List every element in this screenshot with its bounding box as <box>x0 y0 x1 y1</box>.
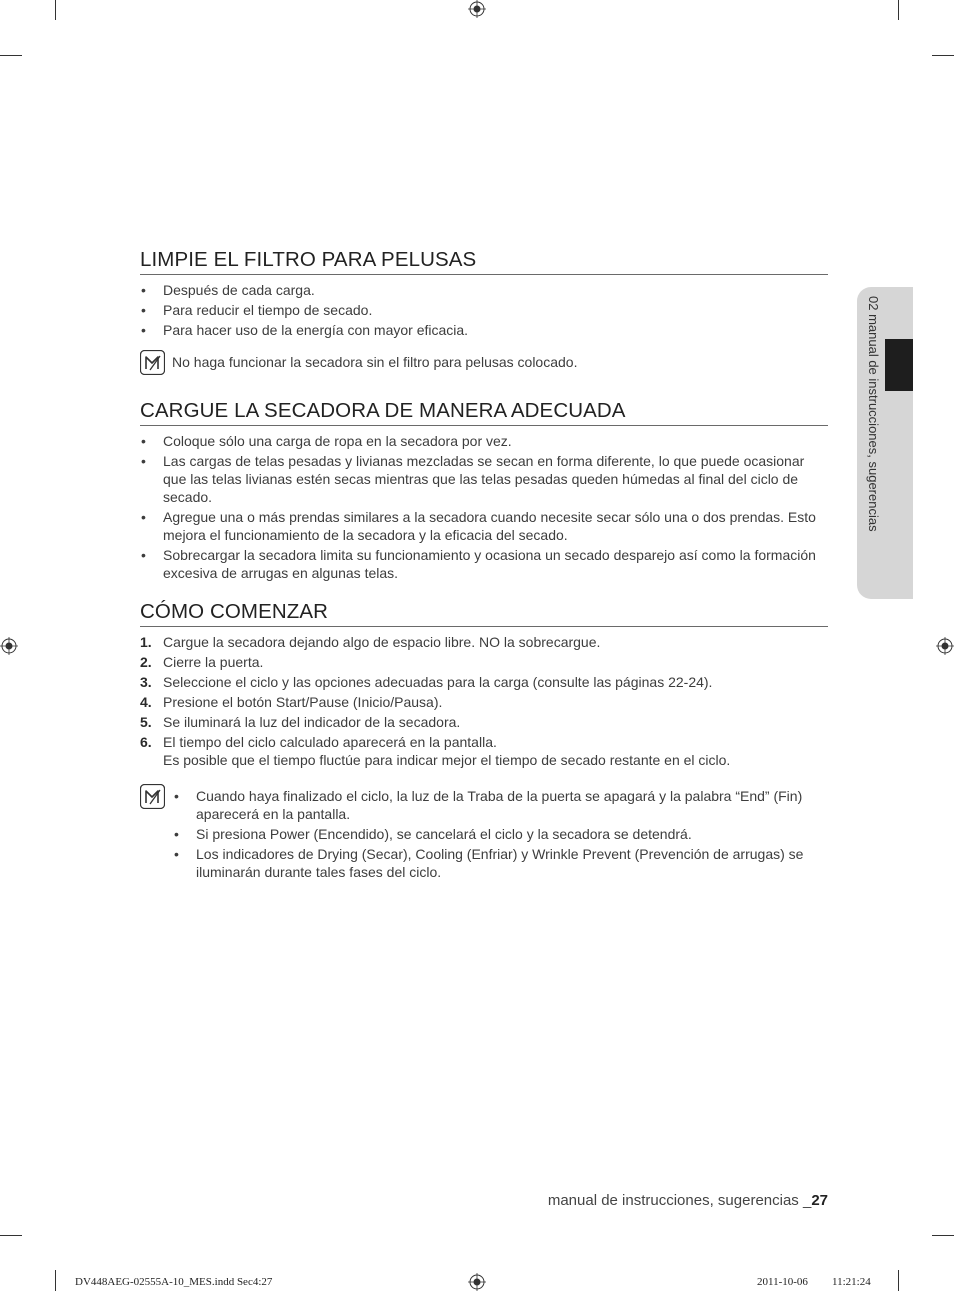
chapter-tab-label: 02 manual de instrucciones, sugerencias <box>866 296 881 532</box>
step-text: Presione el botón Start/Pause (Inicio/Pausa). <box>163 694 443 710</box>
crop-mark <box>898 1270 899 1291</box>
step-item <box>140 673 828 691</box>
list-item: • Coloque sólo una carga de ropa en la secadora por vez. <box>140 432 828 450</box>
list-item: • Después de cada carga. <box>140 281 828 299</box>
page-footer <box>548 1192 828 1209</box>
section-title: LIMPIE EL FILTRO PARA PELUSAS <box>140 248 828 275</box>
list-item: • Si presiona Power (Encendido), se cancelará el ciclo y la secadora se detendrá. <box>173 825 813 843</box>
steps-list <box>140 633 828 769</box>
step-number: 3. <box>140 674 152 690</box>
section-title: CARGUE LA SECADORA DE MANERA ADECUADA <box>140 399 828 426</box>
registration-mark-icon <box>468 0 486 18</box>
slug-time: 11:21:24 <box>832 1276 871 1288</box>
bullet-list <box>140 281 828 339</box>
registration-mark-icon <box>936 637 954 655</box>
page-content <box>140 248 828 907</box>
section-clean-filter <box>140 248 828 375</box>
step-text: Seleccione el ciclo y las opciones adecuadas para la carga (consulte las páginas 22-24). <box>163 674 713 690</box>
note-pencil-icon <box>140 350 165 375</box>
note-box <box>140 787 828 883</box>
crop-mark <box>0 1235 22 1236</box>
step-number: 5. <box>140 714 152 730</box>
step-item <box>140 653 828 671</box>
step-text: Se iluminará la luz del indicador de la secadora. <box>163 714 461 730</box>
list-item: • Cuando haya finalizado el ciclo, la luz de la Traba de la puerta se apagará y la palabra “End” (Fin) aparecerá en la pantalla. <box>173 787 813 823</box>
list-item: • Sobrecargar la secadora limita su funcionamiento y ocasiona un secado desparejo así como la formación excesiva de arrugas en algunas telas. <box>140 546 828 582</box>
footer-text: manual de instrucciones, sugerencias _ <box>547 1192 812 1209</box>
list-item: • Los indicadores de Drying (Secar), Cooling (Enfriar) y Wrinkle Prevent (Prevención de arrugas) se iluminarán durante tales fases del ciclo. <box>173 845 813 881</box>
crop-mark <box>898 0 899 20</box>
step-number: 6. <box>140 734 152 750</box>
step-text: Cierre la puerta. <box>163 654 264 670</box>
page-number: 27 <box>811 1192 828 1209</box>
section-load-dryer <box>140 399 828 582</box>
crop-mark <box>55 0 56 20</box>
registration-mark-icon <box>0 637 18 655</box>
step-number: 4. <box>140 694 152 710</box>
slug-file: DV448AEG-02555A-10_MES.indd Sec4:27 <box>75 1276 273 1288</box>
crop-mark <box>0 55 22 56</box>
step-number: 1. <box>140 634 152 650</box>
chapter-marker <box>885 339 913 391</box>
slug-date: 2011-10-06 <box>757 1276 808 1288</box>
step-subtext: Es posible que el tiempo fluctúe para indicar mejor el tiempo de secado restante en el ciclo. <box>163 752 731 768</box>
list-item: • Las cargas de telas pesadas y livianas mezcladas se secan en forma diferente, lo que puede ocasionar que las telas livianas estén secas mientras que las telas pesadas queden húmedas al final del ciclo de secado. <box>140 452 828 506</box>
crop-mark <box>932 1235 954 1236</box>
step-item <box>140 733 828 769</box>
note-bullet-list <box>173 787 813 883</box>
step-item <box>140 713 828 731</box>
section-title: CÓMO COMENZAR <box>140 600 828 627</box>
list-item: • Para reducir el tiempo de secado. <box>140 301 828 319</box>
note-pencil-icon <box>140 784 165 809</box>
step-text: El tiempo del ciclo calculado aparecerá en la pantalla. <box>163 734 497 750</box>
note-box <box>140 353 828 375</box>
note-text: No haga funcionar la secadora sin el filtro para pelusas colocado. <box>172 354 578 370</box>
bullet-list <box>140 432 828 582</box>
step-text: Cargue la secadora dejando algo de espacio libre. NO la sobrecargue. <box>163 634 601 650</box>
crop-mark <box>932 55 954 56</box>
crop-mark <box>55 1270 56 1291</box>
list-item: • Para hacer uso de la energía con mayor eficacia. <box>140 321 828 339</box>
section-getting-started <box>140 600 828 883</box>
step-number: 2. <box>140 654 152 670</box>
list-item: • Agregue una o más prendas similares a la secadora cuando necesite secar sólo una o dos prendas. Esto mejora el funcionamiento de la secadora y la eficacia del secado. <box>140 508 828 544</box>
step-item <box>140 633 828 651</box>
step-item <box>140 693 828 711</box>
registration-mark-icon <box>468 1273 486 1291</box>
